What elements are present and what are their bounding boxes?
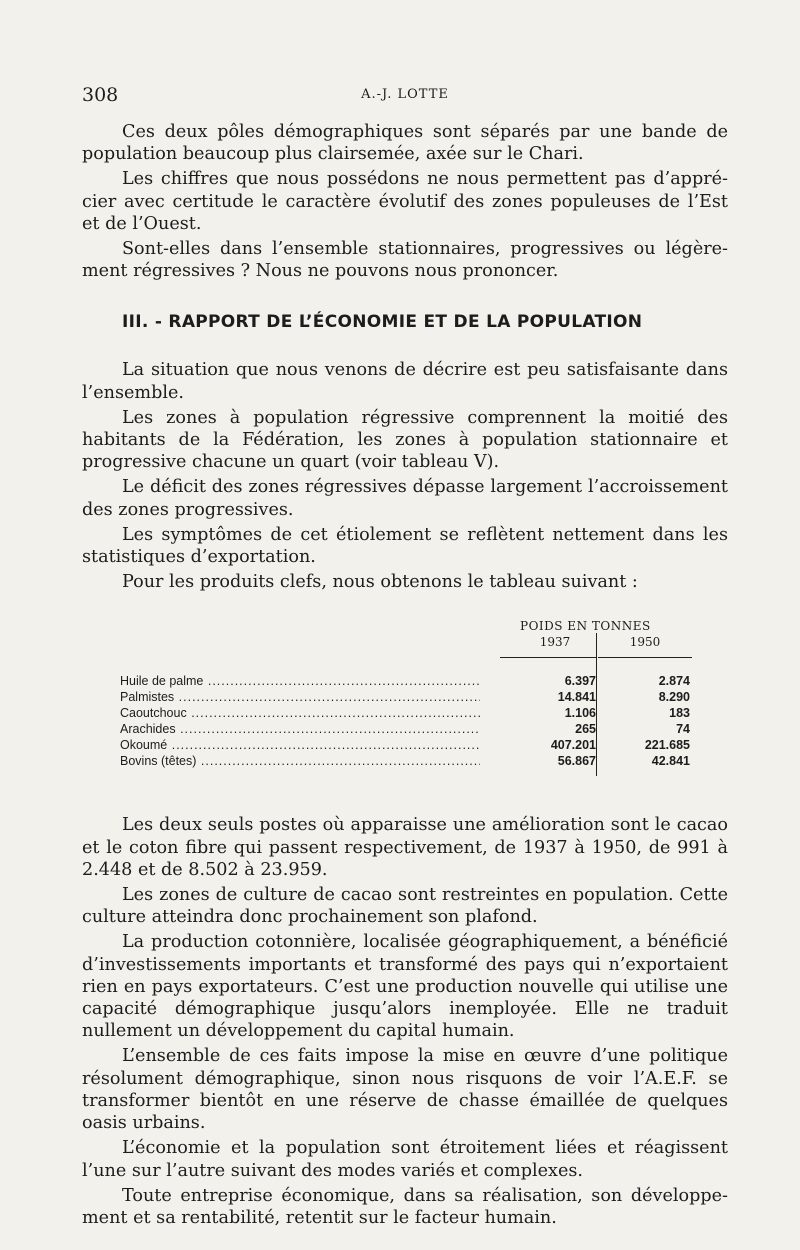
table-row (120, 706, 690, 722)
table-row (120, 722, 690, 738)
value-1950: 2.874 (658, 674, 690, 689)
year-header-1937: 1937 (539, 635, 571, 650)
row-label: Bovins (têtes) ..... (120, 754, 480, 768)
paragraph: Le déficit des zones régressives dépasse largement l’accroissement des zones progressives. (82, 477, 728, 520)
value-1937: 1.106 (564, 706, 596, 721)
row-label: Huile de palme ..... (120, 674, 480, 688)
paragraph: Les zones à population régressive comprennent la moitié des habitants de la Fédération, les zones à population stationnaire et progressive chacune un quart (voir tableau V). (82, 407, 728, 473)
column-group-header: POIDS EN TONNES (520, 619, 651, 634)
running-head: A.-J. LOTTE (361, 87, 449, 102)
table-row (120, 674, 690, 690)
page-body (82, 121, 728, 1232)
value-1937: 265 (575, 722, 596, 737)
value-1937: 407.201 (550, 738, 596, 753)
row-label: Arachides ..... (120, 722, 480, 736)
table-row (120, 754, 690, 770)
table-row (120, 738, 690, 754)
header-rule (500, 657, 596, 658)
paragraph: Toute entreprise économique, dans sa réalisation, son développement et sa rentabilité, retentit sur le facteur humain. (82, 1185, 728, 1228)
paragraph: Les chiffres que nous possédons ne nous permettent pas d’apprécier avec certitude le caractère évolutif des zones populeuses de l’Est et de l’Ouest. (82, 169, 728, 234)
value-1937: 56.867 (557, 754, 596, 769)
paragraph: Sont-elles dans l’ensemble stationnaires, progressives ou légèrement régressives ? Nous ne pouvons nous prononcer. (82, 239, 728, 282)
header-rule (598, 657, 692, 658)
value-1937: 14.841 (557, 690, 596, 705)
table-row (120, 690, 690, 706)
value-1950: 221.685 (644, 738, 690, 753)
row-label: Caoutchouc ..... (120, 706, 480, 720)
paragraph: Ces deux pôles démographiques sont séparés par une bande de population beaucoup plus clairsemée, axée sur le Chari. (82, 122, 728, 165)
year-header-1950: 1950 (629, 635, 661, 650)
value-1950: 8.290 (658, 690, 690, 705)
row-label: Palmistes ..... (120, 690, 480, 704)
page-header (82, 84, 728, 108)
paragraph: Les deux seuls postes où apparaisse une amélioration sont le cacao et le coton fibre qui passent respectivement, de 1937 à 1950, de 991 à 2.448 et de 8.502 à 23.959. (82, 815, 728, 880)
value-1950: 42.841 (651, 754, 690, 769)
export-table (82, 619, 728, 784)
paragraph: Les zones de culture de cacao sont restreintes en population. Cette culture atteindra donc prochainement son plafond. (82, 885, 728, 928)
value-1937: 6.397 (564, 674, 596, 689)
page-number: 308 (82, 84, 119, 106)
paragraph: L’ensemble de ces faits impose la mise en œuvre d’une politique résolument démographique, sinon nous risquons de voir l’A.E.F. se transformer bientôt en une réserve de chasse émaillée de quelques oasis urbains. (82, 1046, 728, 1134)
paragraph: L’économie et la population sont étroitement liées et réagissent l’une sur l’autre suivant des modes variés et complexes. (82, 1138, 728, 1181)
value-1950: 74 (676, 722, 690, 737)
value-1950: 183 (669, 706, 690, 721)
paragraph: Les symptômes de cet étiolement se reflètent nettement dans les statistiques d’exportation. (82, 524, 728, 568)
paragraph: La situation que nous venons de décrire est peu satisfaisante dans l’ensemble. (82, 360, 728, 403)
paragraph: La production cotonnière, localisée géographiquement, a bénéficié d’investissements importants et transformé des pays qui n’exportaient rien en pays exportateurs. C’est une production nouvelle qui utilise une capacité démographique jusqu’alors inemployée. Elle ne traduit nullement un développement du capital humain. (82, 932, 728, 1042)
paragraph: Pour les produits clefs, nous obtenons le tableau suivant : (122, 572, 638, 593)
section-heading: III. - RAPPORT DE L’ÉCONOMIE ET DE LA POPULATION (122, 312, 643, 333)
row-label: Okoumé ..... (120, 738, 480, 752)
